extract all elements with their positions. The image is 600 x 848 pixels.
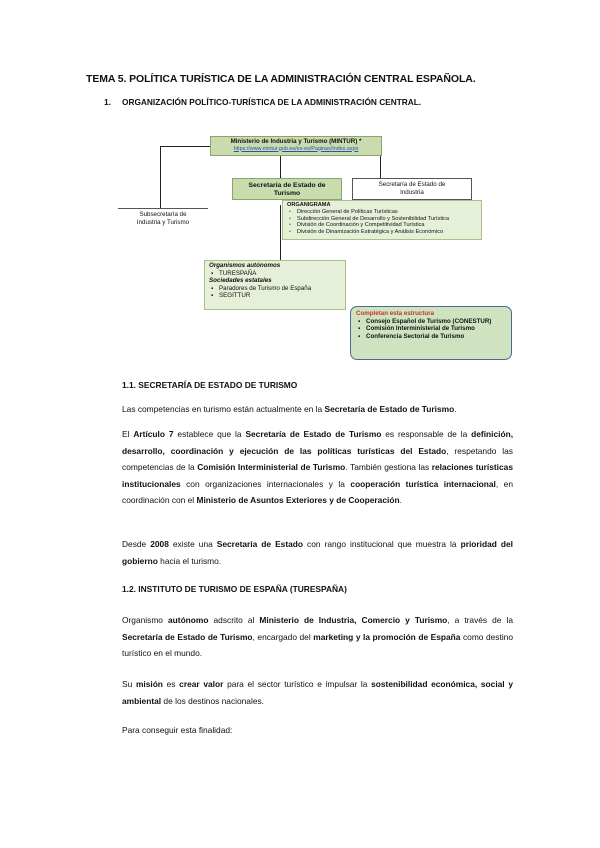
text-run: , encargado del	[252, 631, 314, 642]
section-title: ORGANIZACIÓN POLÍTICO-TURÍSTICA DE LA ADMINISTRACIÓN CENTRAL.	[122, 97, 422, 107]
section-heading-1	[104, 97, 421, 107]
organigrama-item: ▪ División de Coordinación y Competitividad Turística	[297, 222, 477, 229]
emphasis-text: 2008	[150, 539, 169, 549]
ministry-link[interactable]: https://www.mintur.gob.es/es-es/Paginas/Index.aspx	[233, 145, 359, 152]
ministry-box	[210, 136, 382, 156]
text-run: hacia el turismo.	[157, 555, 222, 566]
text-run: establece que la	[173, 429, 246, 439]
secretaria-turismo-label: Secretaría de Estado de Turismo	[248, 182, 326, 197]
text-run: existe una	[168, 539, 217, 549]
organigrama-title: ORGANIGRAMA	[287, 202, 331, 208]
secretaria-turismo-box	[232, 178, 342, 200]
emphasis-text: cooperación turística internacional	[350, 478, 496, 489]
emphasis-text: Comisión Interministerial de Turismo	[197, 462, 346, 472]
paragraph	[122, 676, 513, 709]
organigrama-item: ▪ Dirección General de Políticas Turísticas	[297, 209, 477, 216]
paragraph	[122, 722, 513, 739]
text-run: adscrito al	[208, 615, 260, 625]
text-run: de los destinos nacionales.	[161, 695, 265, 706]
organigrama-item: ▪ División de Dinamización Estratégica y Análisis Económico	[297, 229, 477, 236]
text-run: El	[122, 429, 134, 439]
document-title: TEMA 5. POLÍTICA TURÍSTICA DE LA ADMINISTRACIÓN CENTRAL ESPAÑOLA.	[86, 73, 476, 85]
complementan-item: ▪ Conferencia Sectorial de Turismo	[366, 333, 506, 341]
emphasis-text: sostenibilidad económica, social y ambiental	[122, 679, 513, 706]
connector-line	[280, 156, 281, 178]
emphasis-text: Secretaría de Estado de Turismo	[122, 631, 253, 642]
emphasis-text: Secretaría de Estado de Turismo	[245, 429, 382, 439]
text-run: , respetando las competencias de la	[122, 445, 513, 472]
section-number: 1.	[104, 97, 111, 107]
complementan-list	[356, 318, 506, 341]
emphasis-text: autónomo	[168, 615, 209, 625]
subsecretaria-label: Subsecretaría de Industria y Turismo	[136, 211, 190, 226]
text-run: Para conseguir esta finalidad:	[122, 725, 233, 735]
subsecretaria-box	[118, 208, 208, 228]
emphasis-text: crear valor	[179, 679, 224, 689]
text-run: .	[399, 495, 402, 505]
text-run: es responsable de la	[381, 429, 472, 439]
connector-line	[380, 156, 381, 178]
emphasis-text: definición, desarrollo, coordinación y ejecución de las políticas turísticas del Estado	[122, 429, 514, 456]
secretaria-industria-box	[352, 178, 472, 200]
ministry-name: Ministerio de Industria y Turismo (MINTUR) *	[230, 138, 362, 145]
organigrama-box	[282, 200, 482, 240]
emphasis-text: marketing y la promoción de España	[313, 631, 461, 642]
complementan-item: ▪ Comisión Interministerial de Turismo	[366, 325, 506, 333]
sociedad-item: ▪ Paradores de Turismo de España	[219, 285, 341, 293]
text-run: , en coordinación con el	[122, 478, 513, 505]
organigrama-item: ▪ Subdirección General de Desarrollo y Sostenibilidad Turística	[297, 216, 477, 223]
emphasis-text: Secretaría de Estado	[216, 539, 304, 549]
text-run: , a través de la	[447, 615, 514, 625]
subsection-title: 1.1. SECRETARÍA DE ESTADO DE TURISMO	[122, 380, 298, 390]
organismos-autonomos-title: Organismos autónomos	[209, 262, 281, 269]
text-run: con rango institucional que muestra la	[303, 539, 461, 549]
text-run: Desde	[122, 539, 151, 549]
emphasis-text: Ministerio de Asuntos Exteriores y de Cooperación	[196, 495, 400, 505]
text-run: Las competencias en turismo están actualmente en la	[122, 404, 325, 414]
text-run: . También gestiona las	[345, 462, 432, 472]
organigrama-list	[287, 209, 477, 236]
paragraph	[122, 612, 513, 662]
organismos-box	[204, 260, 346, 310]
secretaria-industria-label: Secretaría de Estado de Industria	[378, 181, 446, 196]
sociedades-title: Sociedades estatales	[209, 277, 272, 284]
emphasis-text: Secretaría de Estado de Turismo	[324, 404, 455, 414]
text-run: .	[454, 404, 457, 414]
paragraph	[122, 426, 513, 509]
emphasis-text: prioridad del gobierno	[122, 539, 513, 566]
connector-line	[160, 146, 210, 147]
paragraph	[122, 401, 513, 418]
paragraph	[122, 536, 513, 569]
text-run: Organismo	[122, 615, 168, 625]
text-run: es	[162, 679, 180, 689]
complementan-item: ▪ Consejo Español de Turismo (CONESTUR)	[366, 318, 506, 326]
text-run: con organizaciones internacionales y la	[180, 478, 351, 489]
emphasis-text: misión	[135, 679, 163, 689]
connector-line	[160, 146, 161, 208]
organismos-autonomos-list	[209, 270, 341, 278]
organismo-item: ▪ TURESPAÑA	[219, 270, 341, 278]
text-run: como destino turístico en el mundo.	[122, 631, 513, 658]
emphasis-text: relaciones turísticas institucionales	[122, 462, 513, 489]
complementan-box	[350, 306, 512, 360]
sociedad-item: ▪ SEGITTUR	[219, 292, 341, 300]
complementan-title: Completan esta estructura	[356, 310, 435, 317]
text-run: Su	[122, 679, 136, 689]
subsection-title: 1.2. INSTITUTO DE TURISMO DE ESPAÑA (TURESPAÑA)	[122, 584, 347, 594]
connector-line	[280, 205, 281, 260]
emphasis-text: Artículo 7	[133, 429, 174, 439]
emphasis-text: Ministerio de Industria, Comercio y Turismo	[259, 615, 448, 625]
text-run: para el sector turístico e impulsar la	[223, 679, 372, 689]
sociedades-list	[209, 285, 341, 300]
